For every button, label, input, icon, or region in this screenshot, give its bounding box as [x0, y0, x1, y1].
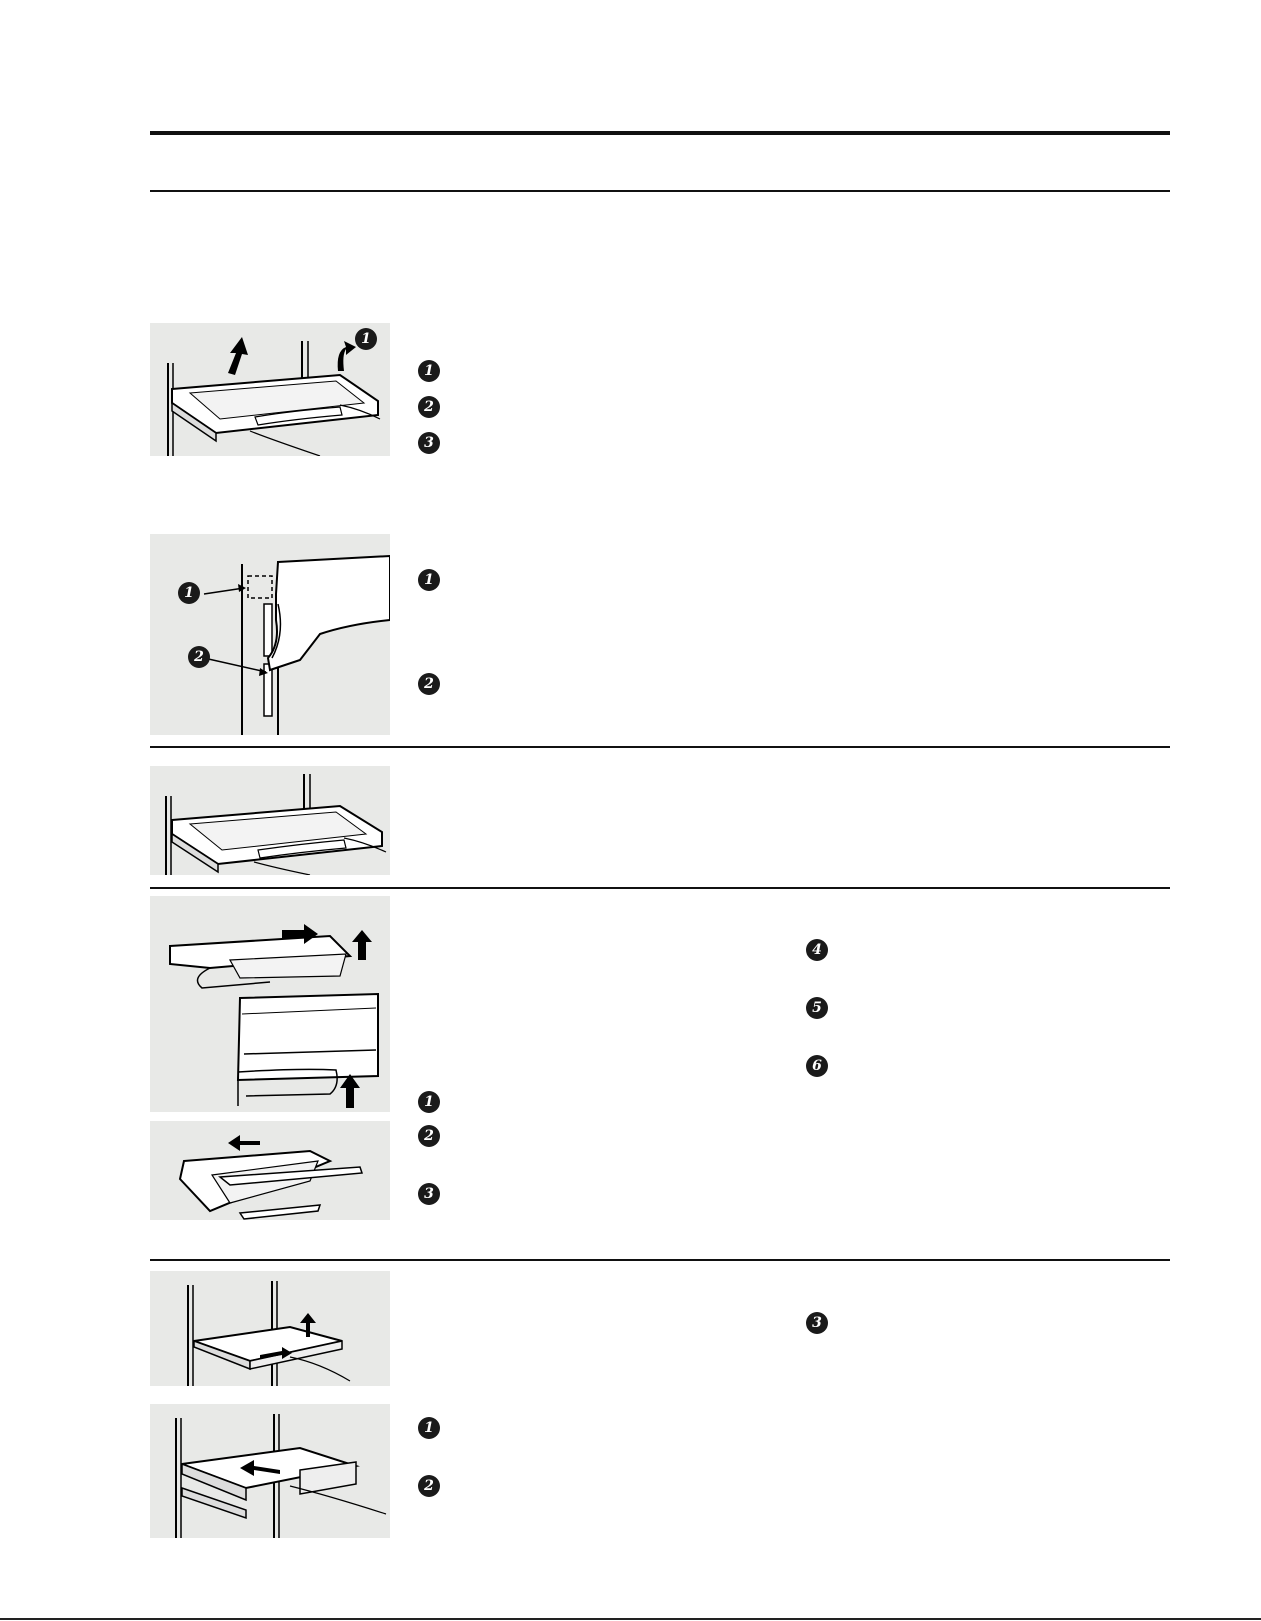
step-badge: 3 — [418, 1183, 440, 1205]
step-badge: 2 — [418, 673, 440, 695]
shelf-lift-figure — [150, 323, 390, 456]
step-badge: 1 — [418, 1417, 440, 1439]
step-badge: 1 — [418, 569, 440, 591]
callout-badge: 1 — [355, 328, 377, 350]
step-badge: 4 — [806, 939, 828, 961]
shelf-install-figure — [150, 766, 390, 875]
slide-out-shelf-figure — [150, 896, 390, 1112]
callout-badge: 2 — [188, 646, 210, 668]
step-badge: 6 — [806, 1055, 828, 1077]
callout-badge: 1 — [178, 582, 200, 604]
slide-out-pull-figure — [150, 1271, 390, 1386]
header-rule-thick — [150, 131, 1170, 135]
step-badge: 3 — [418, 432, 440, 454]
step-badge: 2 — [418, 1475, 440, 1497]
slide-out-reassemble-figure — [150, 1121, 390, 1220]
section-divider — [150, 746, 1170, 748]
step-badge: 2 — [418, 1125, 440, 1147]
header-rule-thin — [150, 190, 1170, 192]
step-badge: 1 — [418, 360, 440, 382]
section-divider — [150, 1259, 1170, 1261]
shelf-bracket-figure — [150, 534, 390, 735]
page-bottom-rule — [0, 1618, 1261, 1620]
step-badge: 2 — [418, 396, 440, 418]
step-badge: 5 — [806, 997, 828, 1019]
section-divider — [150, 887, 1170, 889]
step-badge: 3 — [806, 1312, 828, 1334]
step-badge: 1 — [418, 1091, 440, 1113]
slide-out-push-figure — [150, 1404, 390, 1538]
